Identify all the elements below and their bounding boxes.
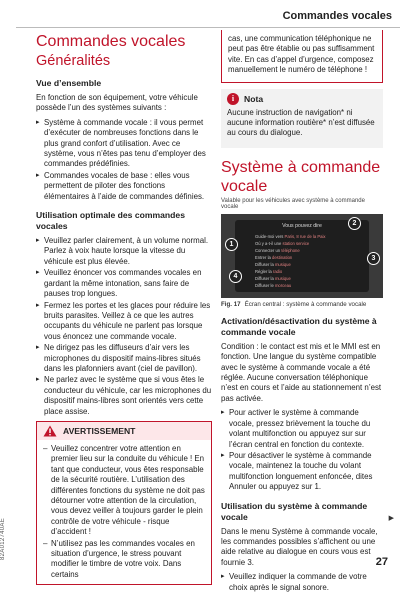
warning-header bbox=[37, 422, 211, 440]
usage-heading: Utilisation du système à commande vocale bbox=[221, 500, 368, 522]
list-item: ▸ Veuillez énoncer vos commandes vocales en gardant la même intonation, sans faire de pauses trop longues. bbox=[36, 268, 212, 299]
header-title: Commandes vocales bbox=[282, 10, 392, 22]
warning-box bbox=[36, 421, 212, 585]
callout-4: 4 bbox=[229, 270, 242, 283]
screen-line: Diffuser le morceau bbox=[255, 282, 292, 288]
validity-caption: Valable pour les véhicules avec système à commande vocale bbox=[221, 197, 365, 210]
list-item: – Veuillez concentrer votre attention en premier lieu sur la conduite du véhicule ! En tant que conducteur, vous êtes responsable de la sécurité routière. L’utilisation des différentes fonctions du système ne doit pas détourner votre attention de la circulation, vous devez veiller à toujours garder le plein contrôle de votre véhicule - risque d’accident ! bbox=[43, 444, 205, 538]
figure-caption bbox=[221, 301, 383, 308]
activation-list bbox=[221, 408, 383, 492]
list-item: ▸ Pour activer le système à commande vocale, pressez brièvement la touche du volant multifonction ou appuyez sur sur l’écran central en fonction du contexte. bbox=[221, 408, 383, 450]
voice-system-title: Système à commande vocale bbox=[221, 158, 381, 195]
usage-text: Dans le menu Système à commande vocale, les commandes possibles s’affichent ou une aide relative au dialogue en cours vous est fournie 3. bbox=[221, 526, 378, 567]
figure-screen bbox=[221, 214, 383, 298]
optimal-use-heading: Utilisation optimale des commandes vocales bbox=[36, 210, 185, 232]
screen-line: Où y a-t-il une station service bbox=[255, 240, 310, 246]
activation-text: Condition : le contact est mis et le MMI est en fonction. Une langue du système compatible avec le système à commande vocale a été réglée. Aucune conversation téléphonique n’est en cours et l’aide au stationnement n’est pas activée. bbox=[221, 341, 382, 403]
overview-list bbox=[36, 118, 212, 202]
callout-2: 2 bbox=[348, 217, 361, 230]
screen-line: Diffuser la musique bbox=[255, 261, 291, 267]
callout-3: 3 bbox=[367, 252, 380, 265]
screen-title: Vous pouvez dire bbox=[282, 222, 322, 229]
figure-caption-text: Écran central : système à commande vocale bbox=[244, 300, 367, 308]
list-item: ▸ Fermez les portes et les glaces pour réduire les bruits parasites. Veillez à ce que les autres occupants du véhicule ne parlent pas lorsque vous énoncez une commande vocale. bbox=[36, 301, 212, 343]
mmi-screen bbox=[235, 220, 369, 292]
list-item: – N’utilisez pas les commandes vocales en situation d’urgence, le stress pouvant modifier le timbre de votre voix. Dans certains bbox=[43, 539, 205, 581]
page-number: 27 bbox=[375, 556, 388, 568]
warning-list bbox=[37, 440, 211, 580]
note-title: Nota bbox=[244, 93, 264, 104]
screen-line: Régler la radio bbox=[255, 268, 283, 274]
screen-line: Diffuser la musique bbox=[255, 275, 291, 281]
note-text: Aucune instruction de navigation* ni aucune information routière* n’est diffusée au cours du dialogue. bbox=[227, 107, 375, 138]
warning-triangle-icon bbox=[43, 425, 57, 437]
list-item: ▸ Commandes vocales de base : elles vous permettent de piloter des fonctions élémentaires à l’aide de commandes définies. bbox=[36, 171, 212, 202]
warning-title: AVERTISSEMENT bbox=[63, 425, 136, 436]
screen-line: Guide-moi vers Paris, 8 rue de la Paix bbox=[255, 233, 326, 239]
note-header bbox=[227, 93, 377, 105]
header-rule bbox=[16, 27, 400, 28]
right-column bbox=[221, 32, 383, 597]
list-item: ▸ Ne dirigez pas les diffuseurs d’air vers les microphones du dispositif mains-libres situés dans les plafonniers avant (ciel de pavillon). bbox=[36, 343, 212, 374]
warning-continuation-text: cas, une communication téléphonique ne peut pas être établie ou pas suffisamment vite. En cas d’appel d’urgence, composez manuellement le numéro de téléphone ! bbox=[228, 34, 375, 75]
list-item: ▸ Ne parlez avec le système que si vous êtes le conducteur du véhicule, car les microphones du dispositif mains-libres sont orientés vers cette place assise. bbox=[36, 375, 212, 417]
list-item: ▸ Veuillez indiquer la commande de votre choix après le signal sonore. bbox=[221, 572, 383, 593]
page-header bbox=[0, 0, 416, 28]
document-code: 82A012740AE bbox=[0, 517, 6, 560]
overview-heading: Vue d’ensemble bbox=[36, 78, 102, 88]
list-item: ▸ Système à commande vocale : il vous permet d’exécuter de nombreuses fonctions dans le plus grand confort d’utilisation. Avec ce système, vous n’êtes pas tenu d’employer des commandes prédéfinies. bbox=[36, 118, 212, 170]
optimal-use-list bbox=[36, 236, 212, 417]
subsection-title: Généralités bbox=[36, 53, 111, 69]
continue-arrow-icon: ▶ bbox=[388, 515, 394, 522]
activation-heading: Activation/désactivation du système à commande vocale bbox=[221, 315, 377, 337]
callout-1: 1 bbox=[225, 238, 238, 251]
warning-continuation bbox=[221, 30, 383, 83]
list-item: ▸ Veuillez parler clairement, à un volume normal. Parlez à voix haute lorsque la vitesse du véhicule est plus élevée. bbox=[36, 236, 212, 267]
list-item: ▸ Pour désactiver le système à commande vocale, maintenez la touche du volant multifonction longuement enfoncée, dites Annuler ou appuyez sur 1. bbox=[221, 451, 383, 493]
figure-label: Fig. 17 bbox=[221, 300, 241, 308]
overview-intro: En fonction de son équipement, votre véhicule possède l’un des systèmes suivants : bbox=[36, 93, 198, 113]
left-column bbox=[36, 32, 212, 585]
screen-line: Entrer la destination bbox=[255, 254, 293, 260]
section-title: Commandes vocales bbox=[36, 33, 186, 50]
info-icon: i bbox=[227, 93, 239, 105]
note-box bbox=[221, 89, 383, 148]
screen-line: Connecter un téléphone bbox=[255, 247, 300, 253]
